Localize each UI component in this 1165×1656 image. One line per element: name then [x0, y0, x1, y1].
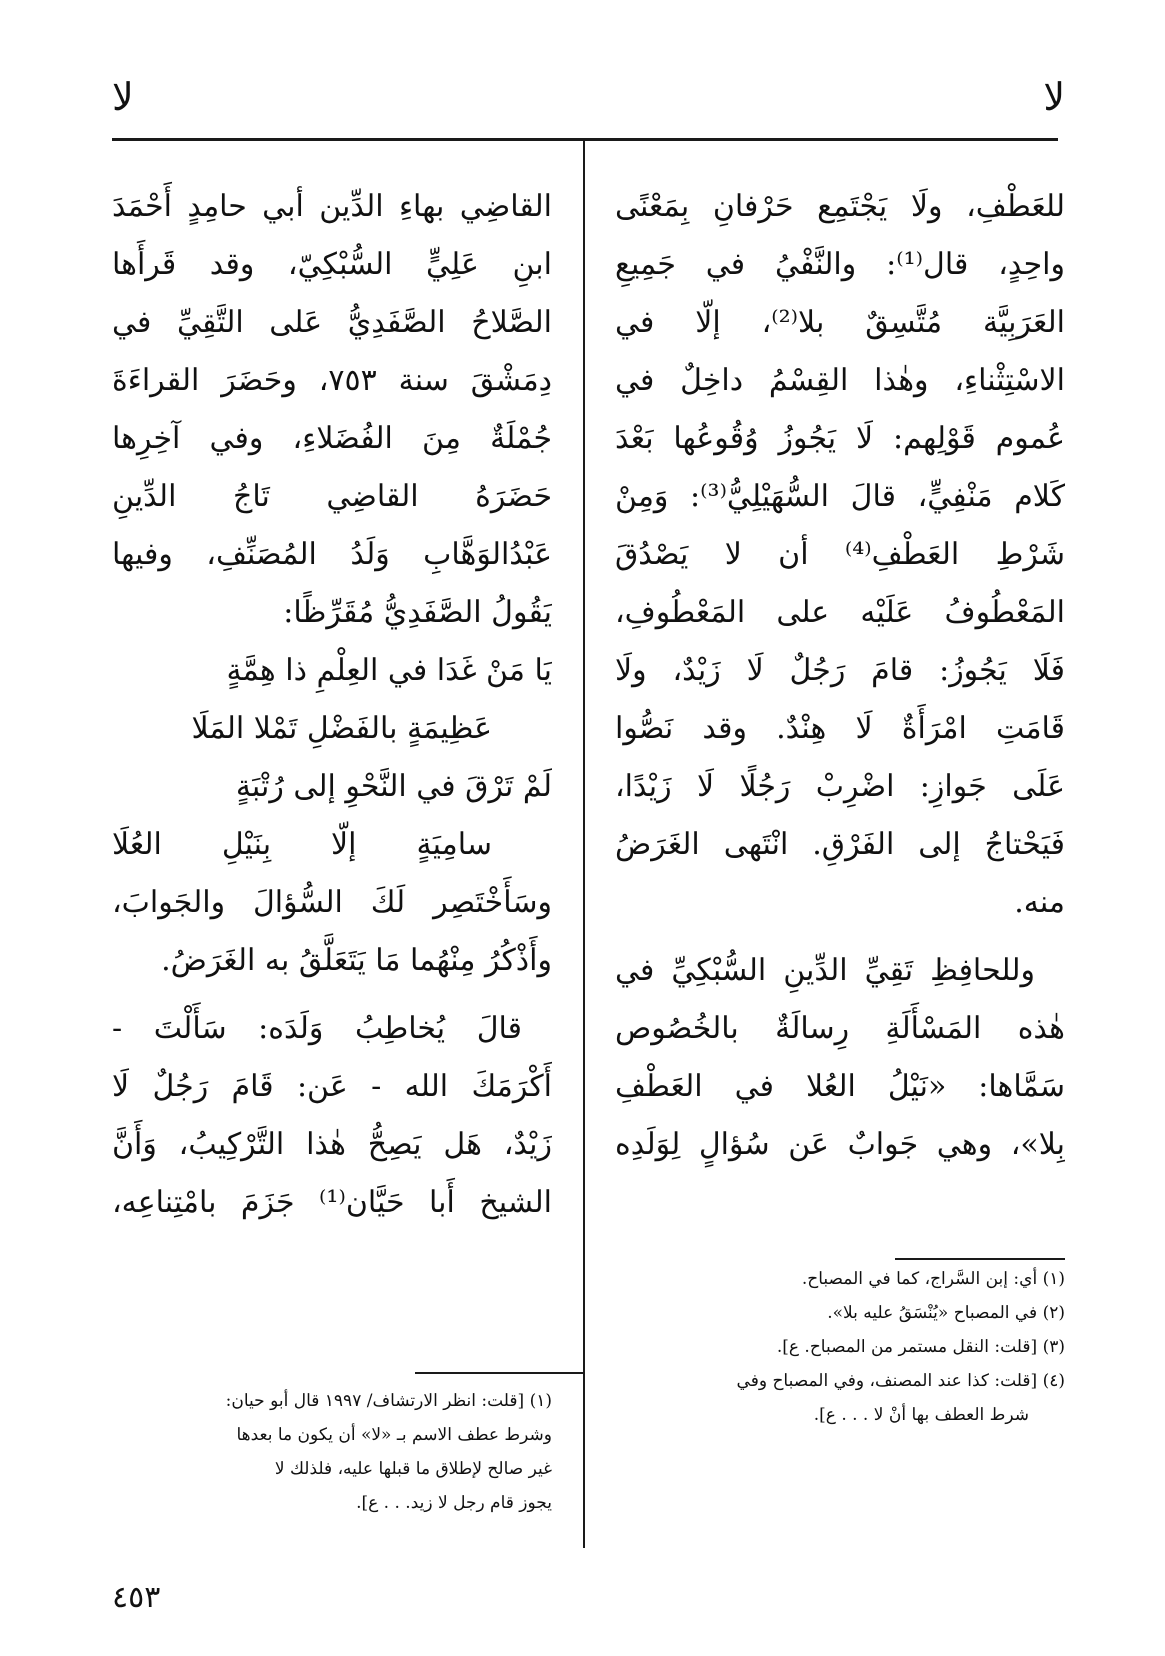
- text-line: دِمَشْقَ سنة ٧٥٣، وحَضَرَ القراءَةَ: [112, 363, 552, 398]
- text-line: قالَ يُخاطِبُ وَلَدَه: سَأَلْتَ -: [112, 1011, 522, 1046]
- text-line: عُموم قَوْلِهم: لَا يَجُوزُ وُقُوعُها بَعْدَ: [615, 421, 1065, 456]
- text-line: العَرَبِيَّة مُتَّسِقٌ بلا⁽²⁾، إلّا في: [615, 305, 1065, 340]
- text-line: الصَّلاحُ الصَّفَدِيُّ عَلى التَّقِيِّ في: [112, 305, 552, 340]
- text-line: بِلا»، وهي جَوابٌ عَن سُؤالٍ لِوَلَدِه: [615, 1127, 1065, 1162]
- footnote-rule-right: [895, 1258, 1065, 1260]
- verse-line: عَظِيمَةٍ بالفَضْلِ تَمْلا المَلَا: [191, 711, 492, 746]
- text-line: القاضِي بهاءِ الدِّين أبي حامِدٍ أَحْمَدَ: [112, 189, 552, 224]
- footnote: (٤) [قلت: كذا عند المصنف، وفي المصباح وفي: [736, 1371, 1065, 1391]
- footnote: (٢) في المصباح «يُنْسَقُ عليه بلا».: [827, 1303, 1065, 1323]
- text-line: المَعْطُوفُ عَلَيْه على المَعْطُوفِ،: [615, 595, 1065, 630]
- text-line: عَبْدُالوَهَّابِ وَلَدُ المُصَنِّفِ، وفيها: [112, 537, 552, 572]
- text-line: كَلام مَنْفِيٍّ، قالَ السُّهَيْلِيُّ⁽³⁾: وَمِنْ: [615, 479, 1065, 514]
- text-line: وسَأَخْتَصِر لَكَ السُّؤالَ والجَوابَ،: [112, 885, 552, 920]
- page-number: ٤٥٣: [112, 1580, 161, 1615]
- text-line: الاسْتِثْناءِ، وهٰذا القِسْمُ داخِلٌ في: [615, 363, 1065, 398]
- footnote: (١) أي: إبن السَّراج، كما في المصباح.: [801, 1269, 1065, 1289]
- footnote-continuation: يجوز قام رجل لا زيد. . . ع].: [356, 1493, 552, 1513]
- footnote-continuation: وشرط عطف الاسم بـ «لا» أن يكون ما بعدها: [236, 1425, 552, 1445]
- text-line: حَضَرَهُ القاضِي تَاجُ الدِّينِ: [112, 479, 552, 514]
- left-column: [112, 178, 552, 1232]
- footnote-rule-left: [415, 1372, 585, 1374]
- text-line: يَقُولُ الصَّفَدِيُّ مُقَرِّظًا:: [283, 595, 552, 630]
- text-line: وأَذْكُرُ مِنْهُما مَا يَتَعَلَّقُ به الغَرَضُ.: [161, 943, 552, 978]
- text-line: شَرْطِ العَطْفِ⁽⁴⁾ أن لا يَصْدُقَ: [615, 537, 1065, 572]
- footnote-continuation: غير صالح لإطلاق ما قبلها عليه، فلذلك لا: [274, 1459, 552, 1479]
- text-line: منه.: [1014, 885, 1065, 920]
- text-line: سَمَّاها: «نَيْلُ العُلا في العَطْفِ: [615, 1069, 1065, 1104]
- text-line: الشيخ أَبا حَيَّان⁽¹⁾ جَزَمَ بامْتِناعِه،: [112, 1185, 552, 1220]
- footnotes-left: [112, 1384, 552, 1520]
- column-divider: [583, 140, 585, 1548]
- text-line: فَيَحْتاجُ إلى الفَرْقِ. انْتَهى الغَرَضُ: [615, 827, 1065, 862]
- running-header-left: لا: [112, 75, 134, 119]
- text-line: وللحافِظِ تَقِيِّ الدِّينِ السُّبْكِيِّ في: [615, 953, 1035, 988]
- text-line: ابنِ عَلِيٍّ السُّبْكِيّ، وقد قَرأَها: [112, 247, 552, 282]
- text-line: قَامَتِ امْرَأَةٌ لَا هِنْدٌ. وقد نَصُّوا: [615, 711, 1065, 746]
- verse-line: لَمْ تَرْقَ في النَّحْوِ إلى رُتْبَةٍ: [235, 769, 552, 804]
- text-line: للعَطْفِ، ولَا يَجْتَمِع حَرْفانِ بِمَعْنًى: [615, 189, 1065, 224]
- footnote: (١) [قلت: انظر الارتشاف/ ١٩٩٧ قال أبو حيان:: [225, 1391, 552, 1411]
- header-rule: [112, 138, 1058, 141]
- text-line: جُمْلَةٌ مِنَ الفُضَلاءِ، وفي آخِرِها: [112, 421, 552, 456]
- footnote: (٣) [قلت: النقل مستمر من المصباح. ع].: [776, 1337, 1065, 1357]
- footnote-continuation: شرط العطف بها أنْ لا . . . ع].: [813, 1405, 1029, 1425]
- verse-line: سامِيَةٍ إلّا بِنَيْلِ العُلَا: [112, 827, 492, 862]
- text-line: عَلَى جَوازِ: اضْرِبْ رَجُلًا لَا زَيْدًا،: [615, 769, 1065, 804]
- right-column: [615, 178, 1065, 1174]
- text-line: أَكْرَمَكَ الله - عَن: قَامَ رَجُلٌ لَا: [112, 1069, 552, 1104]
- verse-line: يَا مَنْ غَدَا في العِلْمِ ذا هِمَّةٍ: [226, 653, 552, 688]
- text-line: هٰذه المَسْأَلَةِ رِسالَةٌ بالخُصُوص: [615, 1011, 1065, 1046]
- text-line: زَيْدٌ، هَل يَصِحُّ هٰذا التَّرْكِيبُ، وَأَنَّ: [112, 1127, 552, 1162]
- text-line: واحِدٍ، قال⁽¹⁾: والنَّفْيُ في جَمِيعِ: [615, 247, 1065, 282]
- running-header-right: لا: [1043, 75, 1065, 119]
- text-line: فَلَا يَجُوزُ: قامَ رَجُلٌ لَا زَيْدٌ، ولَا: [615, 653, 1065, 688]
- footnotes-right: [615, 1262, 1065, 1432]
